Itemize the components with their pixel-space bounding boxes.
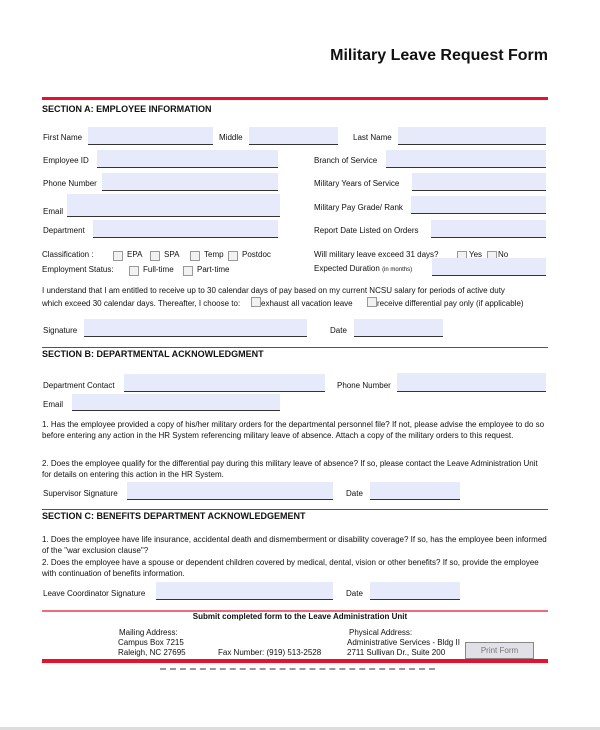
signature-field[interactable] xyxy=(84,319,307,337)
employee-id-field[interactable] xyxy=(97,150,278,168)
phone-field[interactable] xyxy=(102,173,278,191)
differential-label: receive differential pay only (if applicable) xyxy=(377,299,524,308)
divider xyxy=(42,509,548,510)
date-label: Date xyxy=(330,326,347,335)
last-name-field[interactable] xyxy=(398,127,546,145)
duration-label xyxy=(314,264,412,273)
submit-instructions: Submit completed form to the Leave Administration Unit xyxy=(192,612,408,621)
vacation-checkbox[interactable] xyxy=(251,297,261,307)
print-form-button[interactable]: Print Form xyxy=(465,642,534,659)
divider xyxy=(42,97,548,100)
b-email-label: Email xyxy=(43,400,64,409)
c-question-2: 2. Does the employee have a spouse or dependent children covered by medical, dental, vision or other benefits? If so, provide the employee with continuation of benefits information. xyxy=(42,558,539,578)
epa-checkbox[interactable] xyxy=(113,251,123,261)
section-b-header: SECTION B: DEPARTMENTAL ACKNOWLEDGMENT xyxy=(42,349,264,359)
phone-label: Phone Number xyxy=(43,179,97,188)
years-label: Military Years of Service xyxy=(314,179,400,188)
b-phone-field[interactable] xyxy=(397,373,546,392)
spa-checkbox[interactable] xyxy=(150,251,160,261)
department-label: Department xyxy=(43,226,85,235)
middle-label: Middle xyxy=(219,133,243,142)
full-time-checkbox[interactable] xyxy=(129,266,139,276)
pay-grade-label: Military Pay Grade/ Rank xyxy=(314,203,403,212)
entitlement-text-2: which exceed 30 calendar days. Thereafter, I choose to: xyxy=(42,299,241,308)
duration-text: Expected Duration xyxy=(314,264,380,273)
last-name-label: Last Name xyxy=(353,133,392,142)
physical-line-1: Administrative Services - Bldg II xyxy=(347,638,460,647)
physical-line-2: 2711 Sullivan Dr., Suite 200 xyxy=(347,648,446,657)
divider xyxy=(42,659,548,663)
duration-unit: (in months) xyxy=(382,267,413,273)
spa-label: SPA xyxy=(164,250,180,259)
postdoc-label: Postdoc xyxy=(242,250,271,259)
section-a-header: SECTION A: EMPLOYEE INFORMATION xyxy=(42,104,212,114)
first-name-field[interactable] xyxy=(88,127,213,145)
mailing-label: Mailing Address: xyxy=(119,628,178,637)
b-question-1: 1. Has the employee provided a copy of his/her military orders for the departmental personnel file? If not, please advise the employee to do so before entering any action in the HR System referencing military leave of absence. Attach a copy of the military orders to this request. xyxy=(42,420,545,440)
c-date-label: Date xyxy=(346,589,363,598)
temp-checkbox[interactable] xyxy=(190,251,200,261)
b-date-label: Date xyxy=(346,489,363,498)
b-email-field[interactable] xyxy=(72,394,280,411)
email-field[interactable] xyxy=(67,194,280,217)
epa-label: EPA xyxy=(127,250,143,259)
years-field[interactable] xyxy=(412,173,546,191)
vacation-label: exhaust all vacation leave xyxy=(261,299,353,308)
b-question-2: 2. Does the employee qualify for the differential pay during this military leave of absence? If so, please contact the Leave Administration Unit for details on entering this action in the HR System. xyxy=(42,459,538,479)
postdoc-checkbox[interactable] xyxy=(228,251,238,261)
report-date-field[interactable] xyxy=(431,220,546,238)
yes-label: Yes xyxy=(469,250,483,259)
middle-field[interactable] xyxy=(249,127,338,145)
department-field[interactable] xyxy=(93,220,278,238)
contact-field[interactable] xyxy=(124,374,325,392)
cropped-text-line xyxy=(160,668,435,672)
full-time-label: Full-time xyxy=(143,265,174,274)
employee-id-label: Employee ID xyxy=(43,156,89,165)
coordinator-signature-field[interactable] xyxy=(156,582,333,600)
branch-field[interactable] xyxy=(386,150,546,168)
duration-field[interactable] xyxy=(432,258,546,276)
supervisor-signature-label: Supervisor Signature xyxy=(43,489,118,498)
branch-label: Branch of Service xyxy=(314,156,378,165)
b-phone-label: Phone Number xyxy=(337,381,391,390)
divider xyxy=(42,347,548,348)
page-title: Military Leave Request Form xyxy=(330,47,548,64)
mailing-line-1: Campus Box 7215 xyxy=(118,638,184,647)
no-label: No xyxy=(498,250,509,259)
part-time-checkbox[interactable] xyxy=(183,266,193,276)
temp-label: Temp xyxy=(204,250,224,259)
section-c-header: SECTION C: BENEFITS DEPARTMENT ACKNOWLEDGEMENT xyxy=(42,511,306,521)
email-label: Email xyxy=(43,207,64,216)
first-name-label: First Name xyxy=(43,133,83,142)
part-time-label: Part-time xyxy=(197,265,230,274)
differential-checkbox[interactable] xyxy=(367,297,377,307)
c-date-field[interactable] xyxy=(370,582,460,600)
report-date-label: Report Date Listed on Orders xyxy=(314,226,419,235)
fax-number: Fax Number: (919) 513-2528 xyxy=(218,648,322,657)
pay-grade-field[interactable] xyxy=(411,196,546,214)
employment-status-label: Employment Status: xyxy=(42,265,114,274)
mailing-line-2: Raleigh, NC 27695 xyxy=(118,648,186,657)
c-question-1: 1. Does the employee have life insurance, accidental death and dismemberment or disability coverage? If so, has the employee been informed of the "war exclusion clause"? xyxy=(42,535,547,555)
exceed-question: Will military leave exceed 31 days? xyxy=(314,250,439,259)
contact-label: Department Contact xyxy=(43,381,115,390)
coordinator-signature-label: Leave Coordinator Signature xyxy=(43,589,146,598)
b-date-field[interactable] xyxy=(370,482,460,500)
signature-label: Signature xyxy=(43,326,78,335)
supervisor-signature-field[interactable] xyxy=(127,482,333,500)
classification-label: Classification : xyxy=(42,250,94,259)
entitlement-text: I understand that I am entitled to receive up to 30 calendar days of pay based on my current NCSU salary for periods of active duty xyxy=(42,286,505,295)
date-field[interactable] xyxy=(354,319,443,337)
physical-label: Physical Address: xyxy=(349,628,413,637)
